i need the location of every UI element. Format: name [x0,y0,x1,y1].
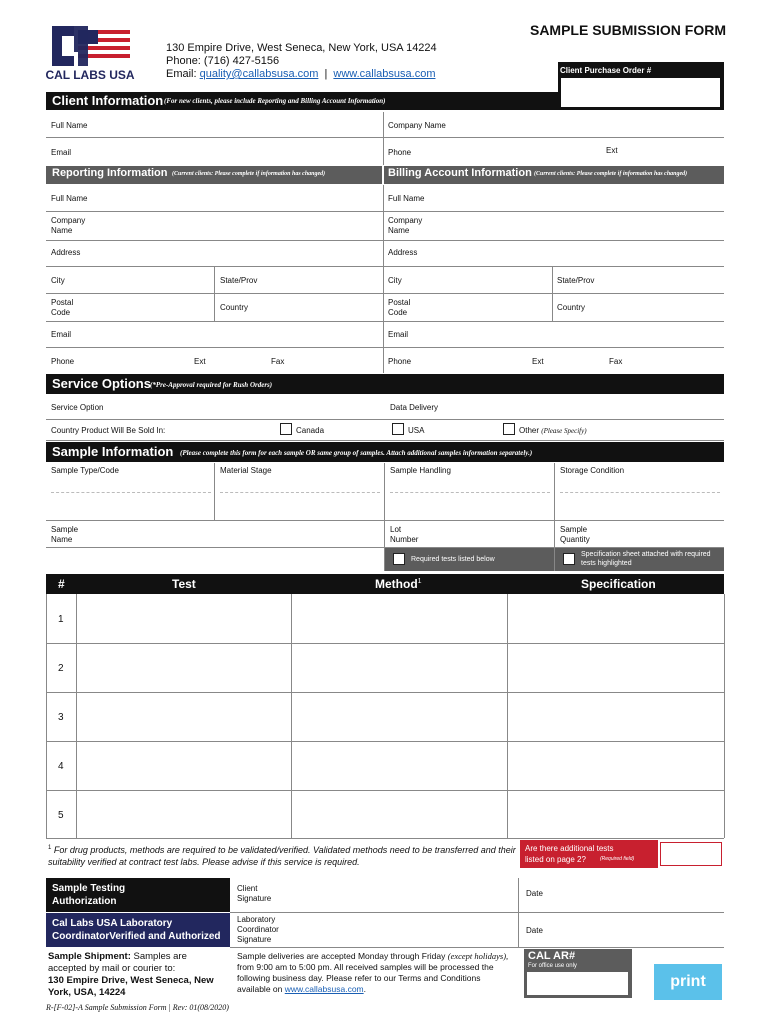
delivery-italic: (except holidays), [447,951,509,961]
canada-label: Canada [296,426,325,435]
other-label [519,426,587,436]
cal-labs-auth-label: Cal Labs USA Laboratory CoordinatorVerified and Authorized [52,918,221,942]
rep-state-label: State/Prov [220,276,258,285]
material-stage-label: Material Stage [220,466,272,475]
cal-ar-box [524,949,632,998]
spec-sheet-option [555,548,724,571]
delivery-text-1: Sample deliveries are accepted Monday through Friday [237,951,446,961]
print-label: print [670,973,706,990]
cal-labs-auth-box [46,913,230,947]
col-spec-header: Specification [581,577,656,591]
spec-sheet-label: Specification sheet attached with required tests highlighted [581,551,711,567]
rep-full-name-label: Full Name [51,194,88,203]
shipment-label: Sample Shipment: [48,951,131,962]
rep-city-label: City [51,276,65,285]
bill-email-label: Email [388,330,409,339]
form-code: R-[F-02]-A Sample Submission Form | Rev: 01(08/2020) [46,1003,229,1012]
storage-condition-label: Storage Condition [560,466,625,475]
shipment-info [48,951,228,999]
country-sold-label: Country Product Will Be Sold In: [51,426,166,435]
method-header-text: Method [375,577,418,591]
service-option-label: Service Option [51,403,104,412]
client-signature-field[interactable] [280,878,516,912]
rep-phone-label: Phone [51,357,75,366]
bill-fax-label: Fax [609,357,623,366]
po-label: Client Purchase Order # [560,66,652,75]
sample-type-label: Sample Type/Code [51,466,119,475]
other-text: Other [519,426,540,435]
lot-number-label: Lot Number [390,525,419,544]
service-bar [46,374,724,394]
cal-ar-input[interactable] [527,972,628,995]
bill-postal-label: Postal Code [388,298,411,317]
bill-city-label: City [388,276,402,285]
client-full-name-label: Full Name [51,121,88,130]
email-link[interactable]: quality@callabsusa.com [199,68,319,80]
col-num-header: # [58,577,65,591]
client-info-note: (For new clients, please include Reporting and Billing Account Information) [164,97,386,105]
delivery-text-2: from 9:00 am to 5:00 pm. All received samples will be processed the following business day. Please refer to our Terms and Conditions available on [237,962,494,994]
additional-tests-question: Are there additional tests listed on page 2? [525,844,614,864]
delivery-info [237,951,513,995]
data-delivery-label: Data Delivery [390,403,439,412]
table-row[interactable] [46,643,724,692]
req-tests-option [385,548,554,571]
terms-link[interactable]: www.callabsusa.com [284,984,364,994]
rep-fax-label: Fax [271,357,285,366]
material-stage-select[interactable] [220,492,380,493]
po-input[interactable] [561,78,720,107]
additional-tests-box [520,840,658,868]
date-2-label: Date [526,926,543,935]
row-number: 4 [58,761,64,772]
client-phone-label: Phone [388,148,412,157]
canada-checkbox[interactable] [280,423,292,435]
client-info-bar [46,92,558,110]
billing-bar [384,166,724,184]
sample-quantity-label: Sample Quantity [560,525,590,544]
form-title: SAMPLE SUBMISSION FORM [529,22,726,38]
reporting-note: (Current clients: Please complete if information has changed) [172,171,326,177]
bill-full-name-label: Full Name [388,194,425,203]
footnote-text: For drug products, methods are required to be validated/verified. Validated methods need to be transferred and their suitability verified at contract test labs. Please advise if this service is required. [48,845,516,867]
cal-ar-note: For office use only [528,963,577,969]
billing-title: Billing Account Information [388,167,532,179]
table-row[interactable] [46,741,724,790]
table-row[interactable] [46,594,724,643]
client-email-label: Email [51,148,72,157]
lab-signature-label: Laboratory Coordinator Signature [237,915,279,944]
client-ext-label: Ext [606,146,618,155]
separator: | [324,68,328,80]
method-footnote [48,842,518,868]
rep-postal-label: Postal Code [51,298,74,317]
storage-condition-select[interactable] [560,492,720,493]
sample-name-label: Sample Name [51,525,79,544]
req-tests-checkbox[interactable] [393,553,405,565]
reporting-title: Reporting Information [52,167,168,179]
rep-address-label: Address [51,248,81,257]
rep-ext-label: Ext [194,357,206,366]
col-method-header [375,577,422,591]
email-label: Email: [166,68,197,80]
sample-info-note: (Please complete this form for each sample OR same group of samples. Attach additional samples information separately.) [180,449,533,457]
date-1-field[interactable] [550,878,722,912]
company-address: 130 Empire Drive, West Seneca, New York, USA 14224 [166,42,437,54]
company-contact [166,68,435,80]
sample-info-bar [46,442,724,462]
tests-header [46,574,724,594]
sample-testing-box [46,878,230,912]
table-row[interactable] [46,790,724,838]
bill-country-label: Country [557,303,586,312]
billing-note: (Current clients: Please complete if information has changed) [534,171,688,177]
print-button[interactable] [654,964,722,1000]
po-box [558,62,724,110]
bill-phone-label: Phone [388,357,412,366]
client-info-title: Client Information [52,93,164,108]
other-checkbox[interactable] [503,423,515,435]
sample-testing-label: Sample Testing Authorization [52,883,126,907]
row-number: 3 [58,712,64,723]
bill-state-label: State/Prov [557,276,595,285]
usa-label: USA [408,426,425,435]
bill-address-label: Address [388,248,418,257]
required-field-note: (Required field) [600,856,635,862]
rep-email-label: Email [51,330,72,339]
logo [44,22,136,84]
client-signature-label: Client Signature [237,884,272,903]
delivery-end: . [363,984,367,994]
shipment-text: Samples are accepted by mail or courier to: [48,951,187,974]
row-number: 5 [58,810,64,821]
other-note: (Please Specify) [541,427,587,435]
sample-type-select[interactable] [51,492,211,493]
spec-sheet-checkbox[interactable] [563,553,575,565]
company-phone: Phone: (716) 427-5156 [166,55,280,67]
sample-handling-select[interactable] [390,492,550,493]
reporting-bar [46,166,382,184]
bill-company-label: Company Name [388,216,423,235]
method-sup: 1 [417,578,422,585]
client-company-label: Company Name [388,121,446,130]
table-row[interactable] [46,692,724,741]
additional-tests-field[interactable] [660,842,722,866]
col-test-header: Test [172,577,196,591]
bill-ext-label: Ext [532,357,544,366]
shipment-address: 130 Empire Drive, West Seneca, New York, USA, 14224 [48,975,214,998]
footnote-sup: 1 [48,845,52,851]
req-tests-label: Required tests listed below [411,556,495,563]
service-title: Service Options [52,376,151,391]
service-note: (*Pre-Approval required for Rush Orders) [150,381,273,389]
date-2-field[interactable] [550,913,722,947]
lab-signature-field[interactable] [290,913,516,947]
cal-ar-label: CAL AR# [528,950,576,962]
logo-text: CAL LABS USA [45,68,135,82]
row-number: 2 [58,663,64,674]
date-1-label: Date [526,889,543,898]
rep-country-label: Country [220,303,249,312]
rep-company-label: Company Name [51,216,86,235]
usa-checkbox[interactable] [392,423,404,435]
sample-info-title: Sample Information [52,444,174,459]
sample-handling-label: Sample Handling [390,466,451,475]
website-link[interactable]: www.callabsusa.com [333,68,436,80]
row-number: 1 [58,614,64,625]
